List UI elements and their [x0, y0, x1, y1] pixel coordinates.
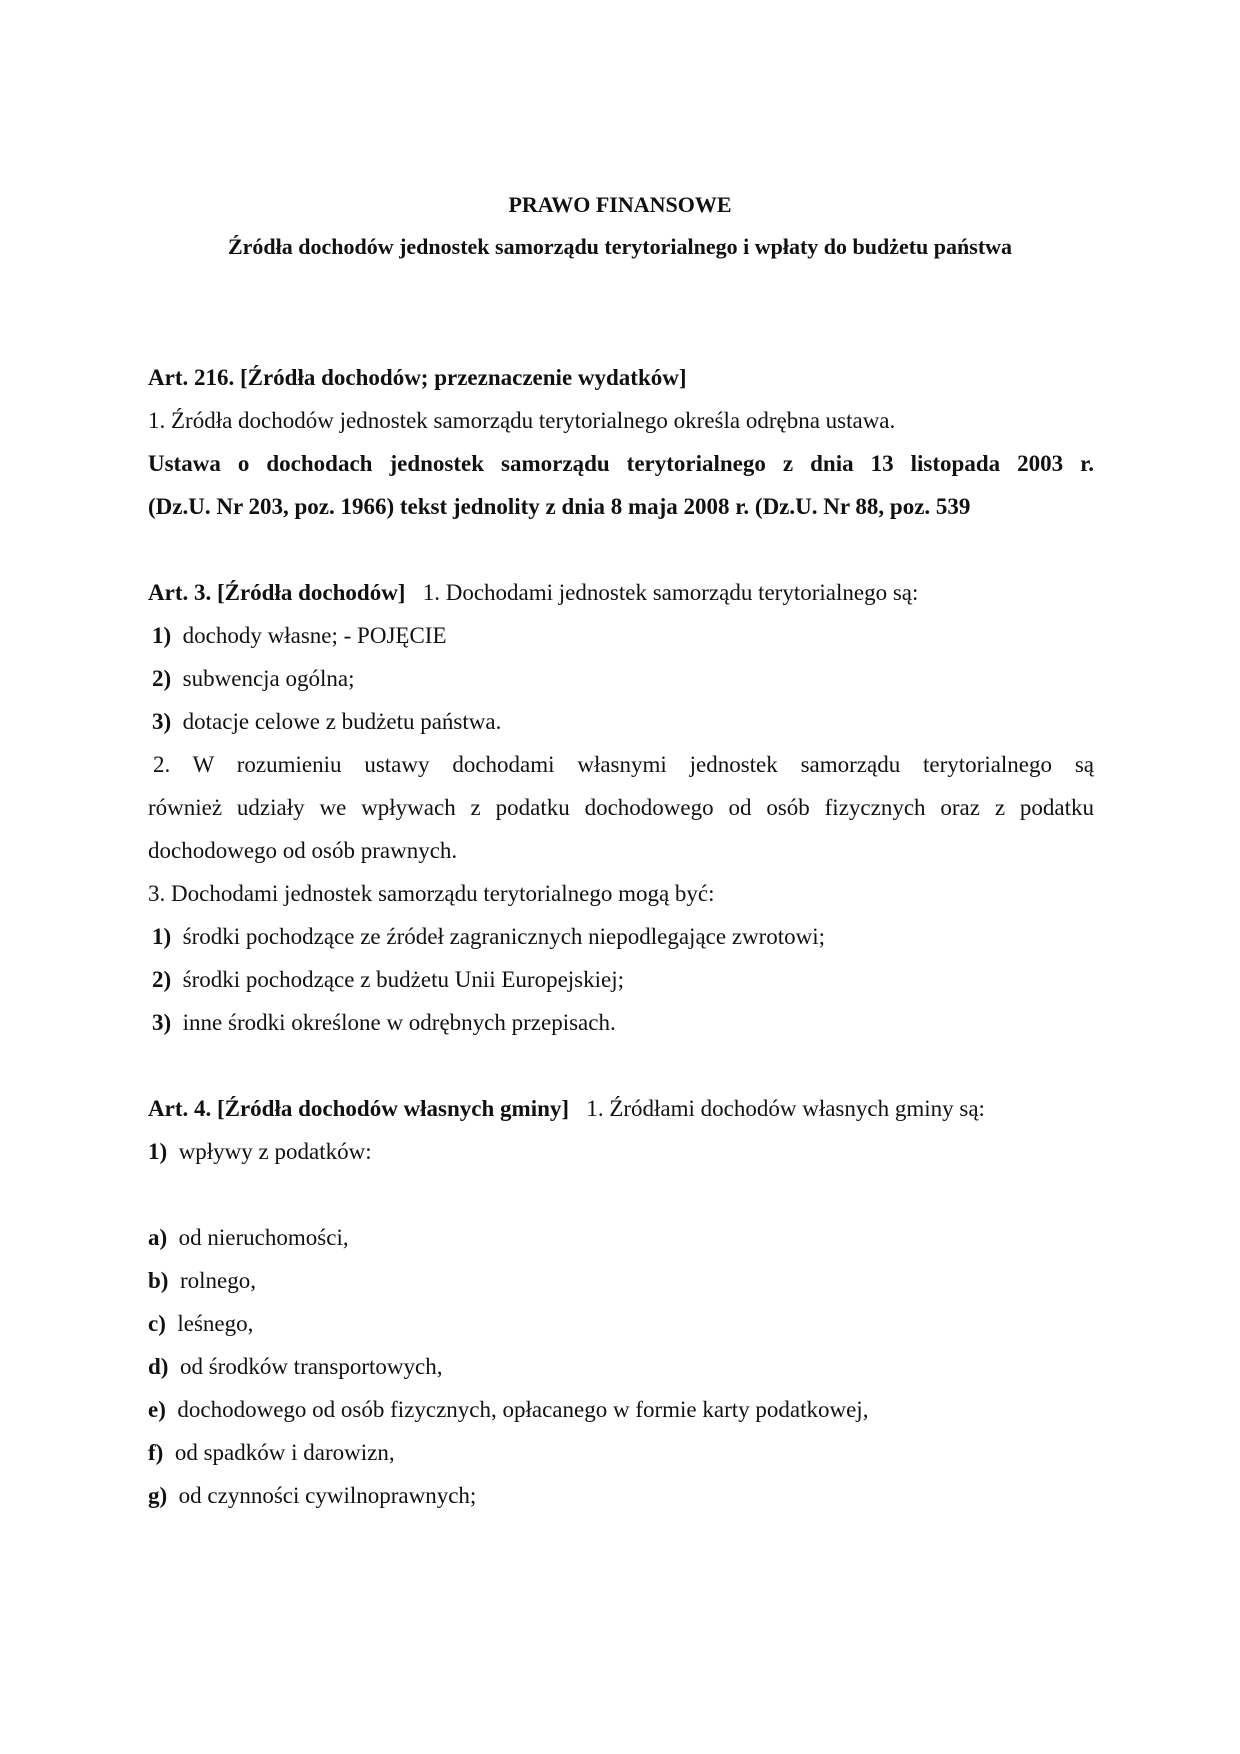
list-item-text: dochody własne; - POJĘCIE: [182, 623, 447, 648]
list-marker: 2): [152, 967, 172, 992]
letter-item-text: od spadków i darowizn,: [174, 1440, 395, 1465]
list-item-text: środki pochodzące ze źródeł zagranicznych niepodlegające zwrotowi;: [182, 924, 826, 949]
letter-item-text: leśnego,: [177, 1311, 254, 1336]
list-item: [152, 664, 355, 694]
letter-item: [148, 1223, 349, 1253]
list-item-text: inne środki określone w odrębnych przepisach.: [182, 1010, 616, 1035]
list-item-text: dotacje celowe z budżetu państwa.: [182, 709, 502, 734]
art4-heading: Art. 4. [Źródła dochodów własnych gminy]: [148, 1096, 570, 1121]
list-marker: 1): [152, 924, 172, 949]
list-marker: 3): [152, 709, 172, 734]
letter-item: [148, 1352, 443, 1382]
list-marker: 1): [148, 1139, 168, 1164]
art4-intro: 1. Źródłami dochodów własnych gminy są:: [586, 1096, 985, 1121]
letter-item-text: od nieruchomości,: [178, 1225, 349, 1250]
list-item: [152, 965, 624, 995]
art4-heading-line: [148, 1094, 985, 1124]
list-item-text: wpływy z podatków:: [178, 1139, 372, 1164]
art3-paragraph-2-line-3: dochodowego od osób prawnych.: [148, 838, 458, 863]
letter-item: [148, 1481, 476, 1511]
letter-marker: d): [148, 1354, 169, 1379]
list-item: [152, 621, 447, 651]
letter-item: [148, 1309, 253, 1339]
page-title: PRAWO FINANSOWE: [508, 192, 732, 217]
list-marker: 3): [152, 1010, 172, 1035]
list-item: [152, 707, 501, 737]
list-marker: 1): [152, 623, 172, 648]
list-item-text: środki pochodzące z budżetu Unii Europejskiej;: [182, 967, 625, 992]
art3-intro: 1. Dochodami jednostek samorządu terytorialnego są:: [422, 580, 919, 605]
list-item: [152, 922, 825, 952]
letter-item-text: od czynności cywilnoprawnych;: [178, 1483, 477, 1508]
art3-paragraph-2-line-1: 2. W rozumieniu ustawy dochodami własnymi jednostek samorządu terytorialnego są: [153, 752, 1094, 777]
letter-marker: g): [148, 1483, 168, 1508]
page-subtitle: Źródła dochodów jednostek samorządu terytorialnego i wpłaty do budżetu państwa: [227, 234, 1013, 259]
letter-item-text: od środków transportowych,: [179, 1354, 443, 1379]
letter-item: [148, 1395, 868, 1425]
art3-heading: Art. 3. [Źródła dochodów]: [148, 580, 406, 605]
ustawa-line-2: (Dz.U. Nr 203, poz. 1966) tekst jednolity z dnia 8 maja 2008 r. (Dz.U. Nr 88, poz. 539: [148, 494, 971, 519]
list-item: [152, 1008, 616, 1038]
letter-marker: b): [148, 1268, 169, 1293]
ustawa-line-1: Ustawa o dochodach jednostek samorządu terytorialnego z dnia 13 listopada 2003 r.: [148, 451, 1094, 476]
letter-marker: f): [148, 1440, 164, 1465]
letter-item: [148, 1438, 395, 1468]
list-marker: 2): [152, 666, 172, 691]
letter-marker: c): [148, 1311, 166, 1336]
letter-item-text: dochodowego od osób fizycznych, opłacanego w formie karty podatkowej,: [177, 1397, 869, 1422]
list-item: [148, 1137, 372, 1167]
art3-paragraph-3: 3. Dochodami jednostek samorządu terytorialnego mogą być:: [148, 881, 715, 906]
art3-paragraph-2-line-2: również udziały we wpływach z podatku dochodowego od osób fizycznych oraz z podatku: [148, 795, 1094, 820]
list-item-text: subwencja ogólna;: [182, 666, 355, 691]
letter-item-text: rolnego,: [179, 1268, 256, 1293]
art216-paragraph-1: 1. Źródła dochodów jednostek samorządu terytorialnego określa odrębna ustawa.: [148, 408, 896, 433]
letter-item: [148, 1266, 256, 1296]
letter-marker: a): [148, 1225, 168, 1250]
letter-marker: e): [148, 1397, 166, 1422]
art216-heading: Art. 216. [Źródła dochodów; przeznaczenie wydatków]: [148, 365, 687, 390]
art3-heading-line: [148, 578, 918, 608]
